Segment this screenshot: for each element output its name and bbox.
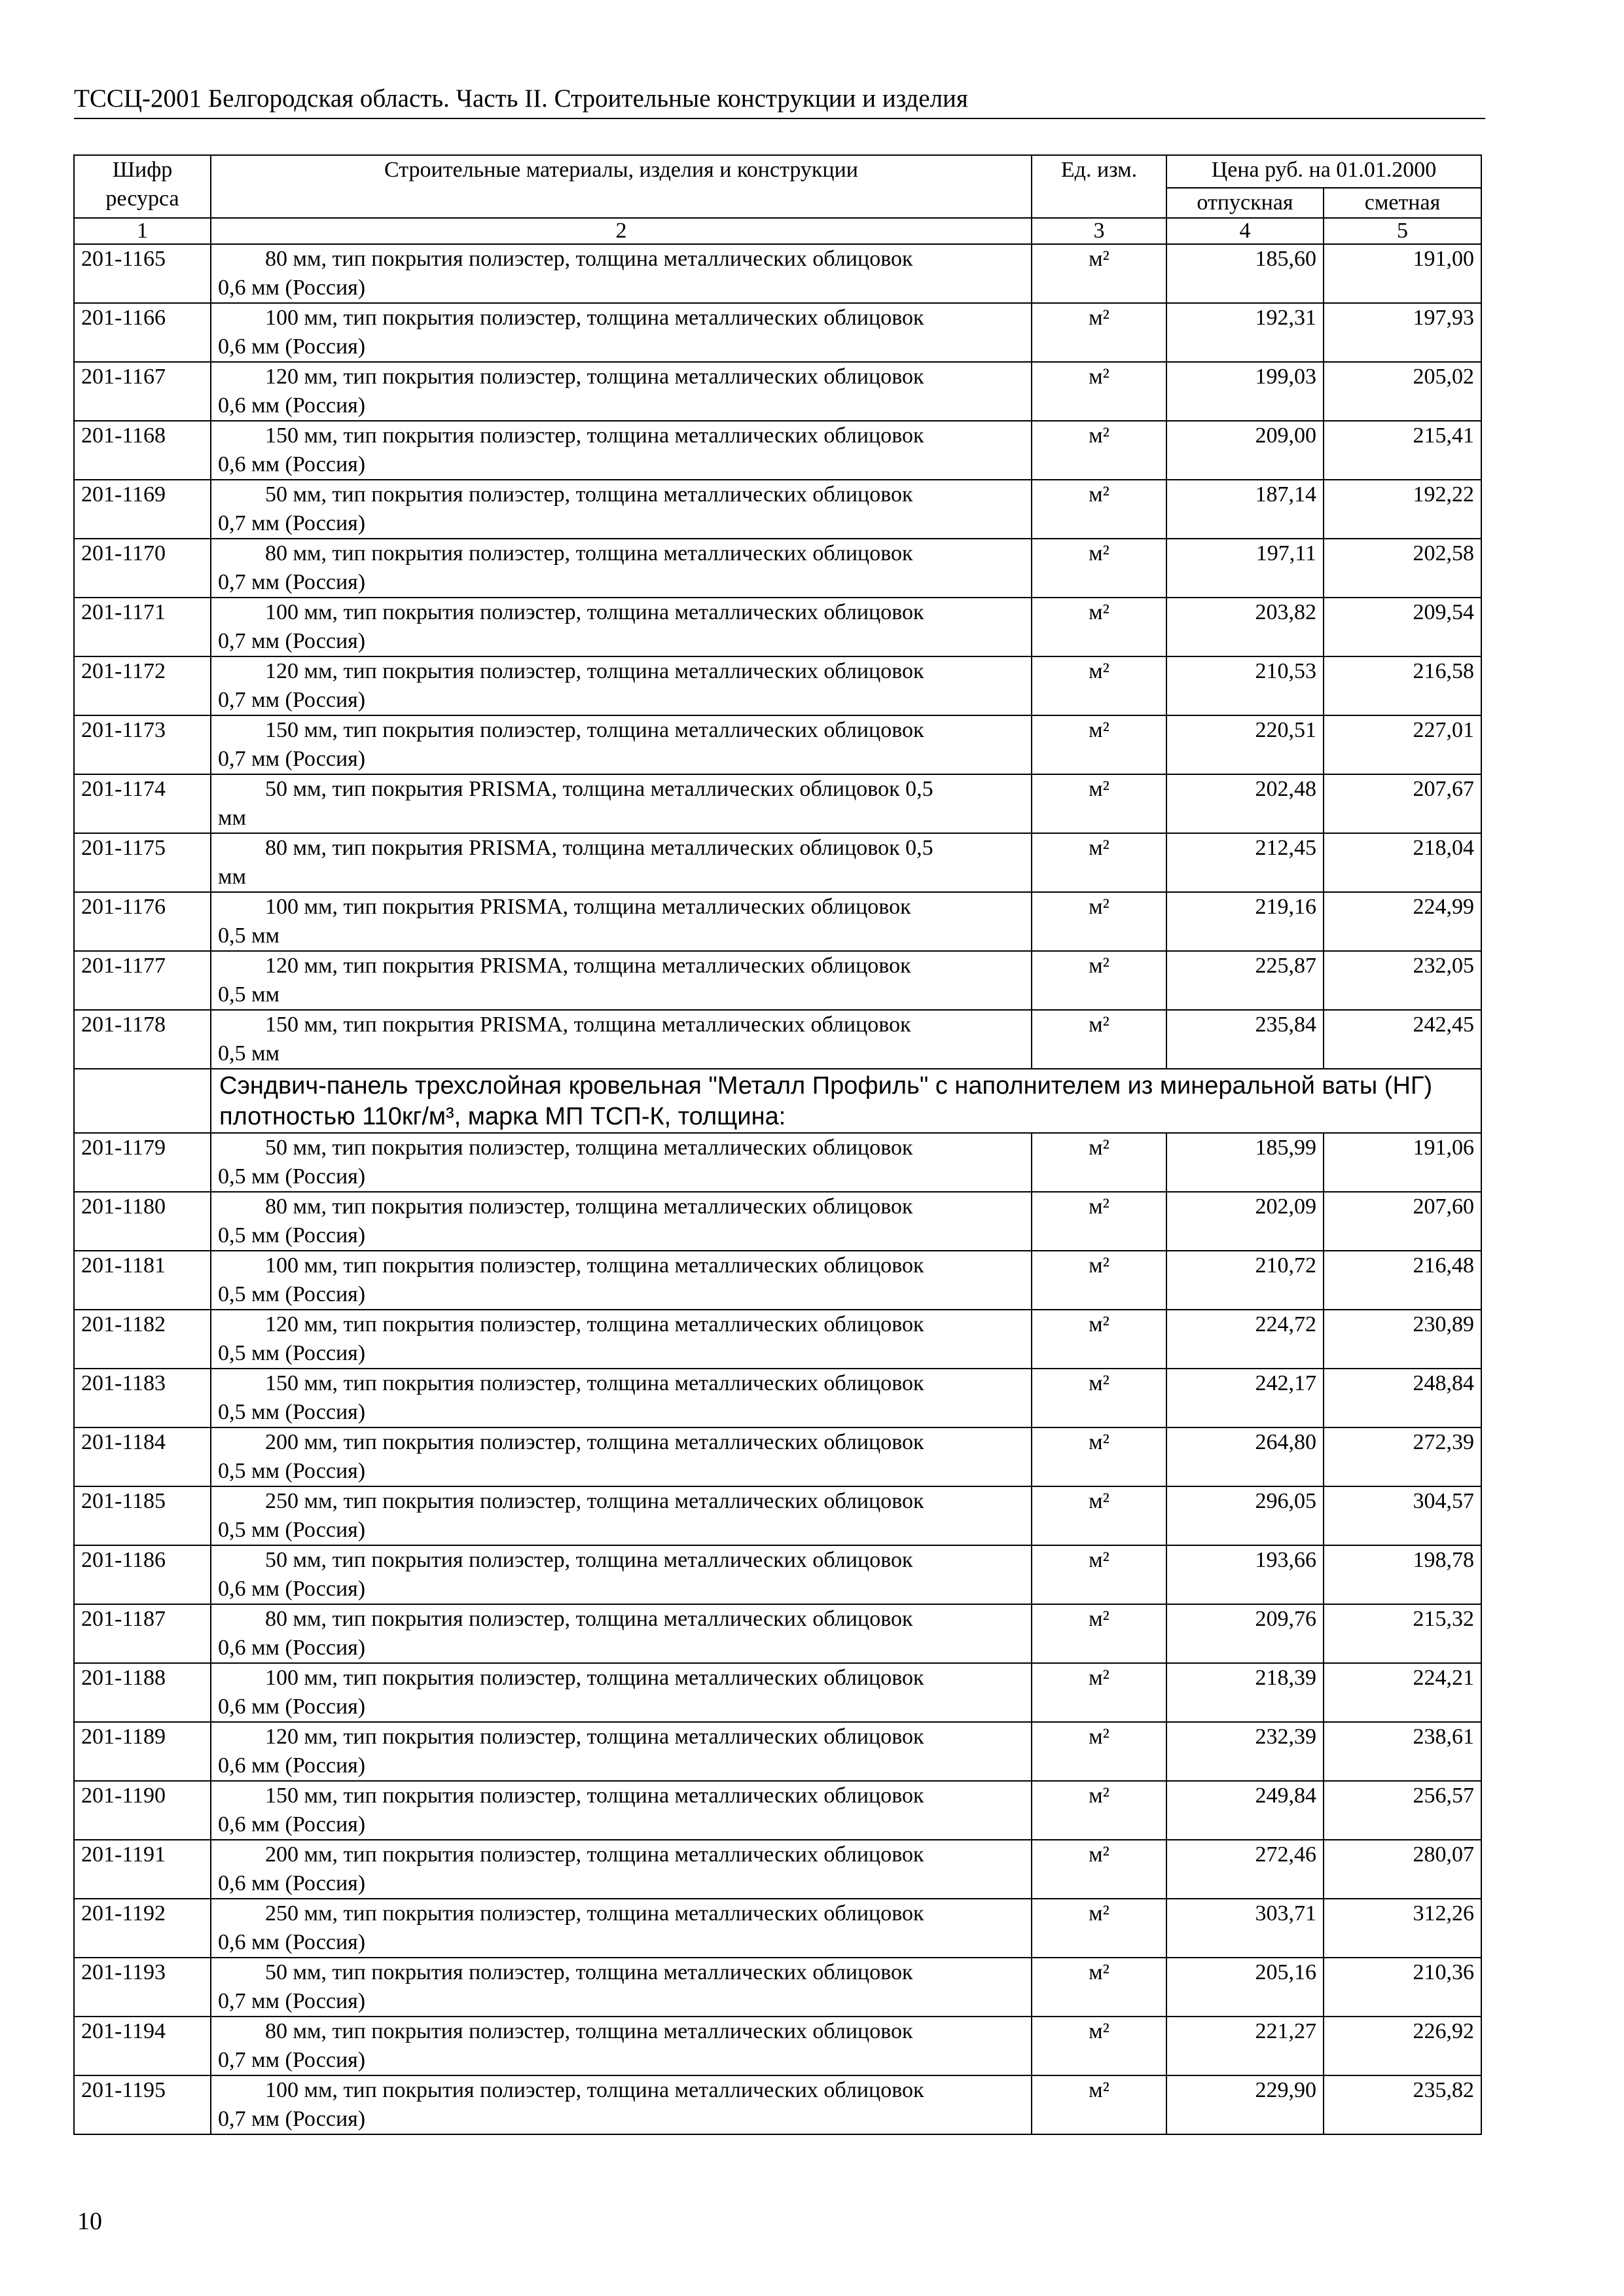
description-line-2: 0,5 мм [218, 982, 280, 1007]
header-divider [74, 118, 1485, 119]
estimate-price-cell: 304,57 [1324, 1486, 1481, 1545]
material-description-cell [211, 421, 1032, 480]
release-price-cell: 264,80 [1166, 1427, 1324, 1486]
material-description-cell [211, 951, 1032, 1010]
unit-cell: м² [1032, 1369, 1166, 1427]
resource-code-cell: 201-1186 [74, 1545, 211, 1604]
description-line-2: мм [218, 806, 247, 830]
description-line-1: 120 мм, тип покрытия PRISMA, толщина металлических облицовок [265, 954, 911, 978]
table-row [74, 1958, 1481, 2017]
table-row [74, 1663, 1481, 1722]
estimate-price-cell: 226,92 [1324, 2017, 1481, 2075]
resource-code-cell: 201-1189 [74, 1722, 211, 1781]
table-row [74, 1840, 1481, 1899]
resource-code-cell: 201-1183 [74, 1369, 211, 1427]
description-line-1: 80 мм, тип покрытия полиэстер, толщина металлических облицовок [265, 541, 913, 565]
table-row [74, 656, 1481, 715]
unit-cell: м² [1032, 774, 1166, 833]
material-description-cell [211, 362, 1032, 421]
description-line-2: 0,6 мм (Россия) [218, 1753, 366, 1778]
material-description-cell [211, 1663, 1032, 1722]
unit-cell: м² [1032, 1251, 1166, 1310]
release-price-cell: 303,71 [1166, 1899, 1324, 1958]
release-price-cell: 232,39 [1166, 1722, 1324, 1781]
description-line-2: 0,5 мм (Россия) [218, 1223, 366, 1247]
description-line-1: 150 мм, тип покрытия полиэстер, толщина металлических облицовок [265, 1784, 924, 1808]
estimate-price-cell: 215,32 [1324, 1604, 1481, 1663]
description-line-1: 250 мм, тип покрытия полиэстер, толщина металлических облицовок [265, 1489, 924, 1513]
resource-code-cell: 201-1182 [74, 1310, 211, 1369]
header-price-release: отпускная [1166, 188, 1324, 218]
estimate-price-cell: 207,67 [1324, 774, 1481, 833]
estimate-price-cell: 216,48 [1324, 1251, 1481, 1310]
description-line-1: 50 мм, тип покрытия полиэстер, толщина металлических облицовок [265, 1960, 913, 1984]
release-price-cell: 224,72 [1166, 1310, 1324, 1369]
material-description-cell [211, 1133, 1032, 1192]
material-description-cell [211, 1251, 1032, 1310]
resource-code-cell: 201-1195 [74, 2075, 211, 2134]
description-line-1: 100 мм, тип покрытия полиэстер, толщина металлических облицовок [265, 306, 924, 330]
release-price-cell: 202,48 [1166, 774, 1324, 833]
unit-cell: м² [1032, 1133, 1166, 1192]
release-price-cell: 218,39 [1166, 1663, 1324, 1722]
resource-code-cell: 201-1185 [74, 1486, 211, 1545]
estimate-price-cell: 205,02 [1324, 362, 1481, 421]
release-price-cell: 205,16 [1166, 1958, 1324, 2017]
unit-cell: м² [1032, 1427, 1166, 1486]
description-line-2: 0,7 мм (Россия) [218, 629, 366, 653]
unit-cell: м² [1032, 303, 1166, 362]
description-line-2: 0,5 мм (Россия) [218, 1400, 366, 1424]
unit-cell: м² [1032, 1010, 1166, 1069]
resource-code-cell: 201-1172 [74, 656, 211, 715]
estimate-price-cell: 232,05 [1324, 951, 1481, 1010]
unit-cell: м² [1032, 421, 1166, 480]
release-price-cell: 209,76 [1166, 1604, 1324, 1663]
material-description-cell [211, 1781, 1032, 1840]
header-materials: Строительные материалы, изделия и конструкции [211, 155, 1032, 218]
description-line-1: 120 мм, тип покрытия полиэстер, толщина металлических облицовок [265, 365, 924, 389]
column-number-2: 2 [211, 218, 1032, 244]
material-description-cell [211, 1010, 1032, 1069]
page-number: 10 [77, 2208, 102, 2235]
unit-cell: м² [1032, 951, 1166, 1010]
unit-cell: м² [1032, 1486, 1166, 1545]
estimate-price-cell: 280,07 [1324, 1840, 1481, 1899]
description-line-2: 0,6 мм (Россия) [218, 276, 366, 300]
column-number-5: 5 [1324, 218, 1481, 244]
table-body-part-2 [74, 1133, 1481, 2134]
description-line-1: 120 мм, тип покрытия полиэстер, толщина металлических облицовок [265, 1312, 924, 1336]
estimate-price-cell: 198,78 [1324, 1545, 1481, 1604]
description-line-2: 0,6 мм (Россия) [218, 334, 366, 359]
estimate-price-cell: 272,39 [1324, 1427, 1481, 1486]
release-price-cell: 229,90 [1166, 2075, 1324, 2134]
description-line-2: 0,5 мм (Россия) [218, 1282, 366, 1306]
table-row [74, 421, 1481, 480]
section-heading-line-2: плотностью 110кг/м³, марка МП ТСП-К, толщина: [219, 1103, 786, 1130]
release-price-cell: 296,05 [1166, 1486, 1324, 1545]
description-line-2: мм [218, 865, 247, 889]
description-line-2: 0,7 мм (Россия) [218, 2048, 366, 2072]
estimate-price-cell: 218,04 [1324, 833, 1481, 892]
resource-code-cell: 201-1173 [74, 715, 211, 774]
unit-cell: м² [1032, 892, 1166, 951]
material-description-cell [211, 1722, 1032, 1781]
header-code: Шифр ресурса [74, 155, 211, 218]
table-row [74, 2075, 1481, 2134]
release-price-cell: 219,16 [1166, 892, 1324, 951]
description-line-1: 80 мм, тип покрытия полиэстер, толщина металлических облицовок [265, 2019, 913, 2043]
resource-code-cell: 201-1191 [74, 1840, 211, 1899]
description-line-2: 0,5 мм (Россия) [218, 1518, 366, 1542]
description-line-2: 0,6 мм (Россия) [218, 1871, 366, 1895]
table-row [74, 2017, 1481, 2075]
table-row [74, 833, 1481, 892]
description-line-2: 0,7 мм (Россия) [218, 747, 366, 771]
resource-code-cell: 201-1170 [74, 539, 211, 598]
unit-cell: м² [1032, 2017, 1166, 2075]
release-price-cell: 209,00 [1166, 421, 1324, 480]
table-row [74, 1192, 1481, 1251]
estimate-price-cell: 202,58 [1324, 539, 1481, 598]
description-line-1: 250 мм, тип покрытия полиэстер, толщина металлических облицовок [265, 1901, 924, 1926]
release-price-cell: 235,84 [1166, 1010, 1324, 1069]
description-line-1: 150 мм, тип покрытия PRISMA, толщина металлических облицовок [265, 1013, 911, 1037]
section-spacer-cell [74, 1069, 211, 1133]
estimate-price-cell: 224,21 [1324, 1663, 1481, 1722]
estimate-price-cell: 248,84 [1324, 1369, 1481, 1427]
description-line-1: 150 мм, тип покрытия полиэстер, толщина металлических облицовок [265, 423, 924, 448]
material-description-cell [211, 1192, 1032, 1251]
resource-code-cell: 201-1184 [74, 1427, 211, 1486]
unit-cell: м² [1032, 244, 1166, 303]
description-line-1: 80 мм, тип покрытия полиэстер, толщина металлических облицовок [265, 1194, 913, 1219]
resource-code-cell: 201-1165 [74, 244, 211, 303]
resource-code-cell: 201-1180 [74, 1192, 211, 1251]
material-description-cell [211, 598, 1032, 656]
description-line-1: 50 мм, тип покрытия PRISMA, толщина металлических облицовок 0,5 [265, 777, 933, 801]
estimate-price-cell: 256,57 [1324, 1781, 1481, 1840]
unit-cell: м² [1032, 1899, 1166, 1958]
estimate-price-cell: 227,01 [1324, 715, 1481, 774]
table-row [74, 1369, 1481, 1427]
description-line-1: 200 мм, тип покрытия полиэстер, толщина металлических облицовок [265, 1430, 924, 1454]
resource-code-cell: 201-1166 [74, 303, 211, 362]
release-price-cell: 199,03 [1166, 362, 1324, 421]
estimate-price-cell: 235,82 [1324, 2075, 1481, 2134]
description-line-2: 0,6 мм (Россия) [218, 452, 366, 476]
resource-code-cell: 201-1179 [74, 1133, 211, 1192]
description-line-1: 150 мм, тип покрытия полиэстер, толщина металлических облицовок [265, 718, 924, 742]
description-line-1: 120 мм, тип покрытия полиэстер, толщина металлических облицовок [265, 1725, 924, 1749]
unit-cell: м² [1032, 656, 1166, 715]
column-number-3: 3 [1032, 218, 1166, 244]
material-description-cell [211, 833, 1032, 892]
table-row [74, 1010, 1481, 1069]
estimate-price-cell: 192,22 [1324, 480, 1481, 539]
description-line-1: 100 мм, тип покрытия полиэстер, толщина металлических облицовок [265, 1666, 924, 1690]
description-line-2: 0,5 мм [218, 1041, 280, 1066]
release-price-cell: 210,53 [1166, 656, 1324, 715]
estimate-price-cell: 191,00 [1324, 244, 1481, 303]
resource-code-cell: 201-1175 [74, 833, 211, 892]
resource-code-cell: 201-1190 [74, 1781, 211, 1840]
resource-code-cell: 201-1194 [74, 2017, 211, 2075]
unit-cell: м² [1032, 1781, 1166, 1840]
estimate-price-cell: 230,89 [1324, 1310, 1481, 1369]
unit-cell: м² [1032, 1192, 1166, 1251]
material-description-cell [211, 2075, 1032, 2134]
unit-cell: м² [1032, 362, 1166, 421]
table-row [74, 1781, 1481, 1840]
release-price-cell: 197,11 [1166, 539, 1324, 598]
description-line-2: 0,6 мм (Россия) [218, 1577, 366, 1601]
resource-code-cell: 201-1193 [74, 1958, 211, 2017]
header-price-group: Цена руб. на 01.01.2000 [1166, 155, 1481, 188]
estimate-price-cell: 210,36 [1324, 1958, 1481, 2017]
table-row [74, 1133, 1481, 1192]
estimate-price-cell: 191,06 [1324, 1133, 1481, 1192]
release-price-cell: 272,46 [1166, 1840, 1324, 1899]
release-price-cell: 185,99 [1166, 1133, 1324, 1192]
table-row [74, 1545, 1481, 1604]
description-line-1: 200 мм, тип покрытия полиэстер, толщина металлических облицовок [265, 1842, 924, 1867]
description-line-2: 0,5 мм (Россия) [218, 1459, 366, 1483]
release-price-cell: 221,27 [1166, 2017, 1324, 2075]
table-row [74, 892, 1481, 951]
material-description-cell [211, 244, 1032, 303]
table-row [74, 1427, 1481, 1486]
material-description-cell [211, 303, 1032, 362]
material-description-cell [211, 1369, 1032, 1427]
material-description-cell [211, 1545, 1032, 1604]
description-line-2: 0,7 мм (Россия) [218, 1989, 366, 2013]
material-description-cell [211, 774, 1032, 833]
table-row [74, 598, 1481, 656]
description-line-1: 50 мм, тип покрытия полиэстер, толщина металлических облицовок [265, 482, 913, 507]
unit-cell: м² [1032, 833, 1166, 892]
description-line-1: 150 мм, тип покрытия полиэстер, толщина металлических облицовок [265, 1371, 924, 1395]
resource-code-cell: 201-1171 [74, 598, 211, 656]
table-row [74, 1310, 1481, 1369]
unit-cell: м² [1032, 1722, 1166, 1781]
unit-cell: м² [1032, 480, 1166, 539]
header-unit: Ед. изм. [1032, 155, 1166, 218]
description-line-2: 0,5 мм (Россия) [218, 1341, 366, 1365]
description-line-2: 0,6 мм (Россия) [218, 393, 366, 418]
description-line-1: 80 мм, тип покрытия полиэстер, толщина металлических облицовок [265, 1607, 913, 1631]
section-block [74, 1069, 1481, 1133]
description-line-1: 120 мм, тип покрытия полиэстер, толщина металлических облицовок [265, 659, 924, 683]
unit-cell: м² [1032, 1604, 1166, 1663]
estimate-price-cell: 312,26 [1324, 1899, 1481, 1958]
resource-code-cell: 201-1174 [74, 774, 211, 833]
estimate-price-cell: 216,58 [1324, 656, 1481, 715]
resource-code-cell: 201-1168 [74, 421, 211, 480]
resource-code-cell: 201-1187 [74, 1604, 211, 1663]
unit-cell: м² [1032, 539, 1166, 598]
unit-cell: м² [1032, 598, 1166, 656]
section-heading [211, 1069, 1481, 1133]
release-price-cell: 193,66 [1166, 1545, 1324, 1604]
unit-cell: м² [1032, 715, 1166, 774]
description-line-2: 0,7 мм (Россия) [218, 688, 366, 712]
release-price-cell: 202,09 [1166, 1192, 1324, 1251]
release-price-cell: 249,84 [1166, 1781, 1324, 1840]
description-line-2: 0,7 мм (Россия) [218, 570, 366, 594]
table-row [74, 1604, 1481, 1663]
material-description-cell [211, 1310, 1032, 1369]
release-price-cell: 220,51 [1166, 715, 1324, 774]
estimate-price-cell: 215,41 [1324, 421, 1481, 480]
estimate-price-cell: 238,61 [1324, 1722, 1481, 1781]
section-heading-line-1: Сэндвич-панель трехслойная кровельная "Металл Профиль" с наполнителем из минеральной ваты (НГ) [219, 1072, 1433, 1100]
release-price-cell: 203,82 [1166, 598, 1324, 656]
description-line-2: 0,5 мм (Россия) [218, 1164, 366, 1189]
description-line-2: 0,7 мм (Россия) [218, 511, 366, 535]
description-line-1: 50 мм, тип покрытия полиэстер, толщина металлических облицовок [265, 1136, 913, 1160]
material-description-cell [211, 1486, 1032, 1545]
section-heading-row [74, 1069, 1481, 1133]
release-price-cell: 225,87 [1166, 951, 1324, 1010]
table-body-part-1 [74, 244, 1481, 1069]
resource-code-cell: 201-1178 [74, 1010, 211, 1069]
table-row [74, 951, 1481, 1010]
table-row [74, 774, 1481, 833]
resource-code-cell: 201-1177 [74, 951, 211, 1010]
column-number-1: 1 [74, 218, 211, 244]
description-line-1: 100 мм, тип покрытия полиэстер, толщина металлических облицовок [265, 2078, 924, 2102]
estimate-price-cell: 209,54 [1324, 598, 1481, 656]
table-row [74, 1251, 1481, 1310]
column-number-4: 4 [1166, 218, 1324, 244]
table-row [74, 715, 1481, 774]
material-description-cell [211, 656, 1032, 715]
material-description-cell [211, 715, 1032, 774]
unit-cell: м² [1032, 1545, 1166, 1604]
table-row [74, 1899, 1481, 1958]
release-price-cell: 210,72 [1166, 1251, 1324, 1310]
material-description-cell [211, 1427, 1032, 1486]
description-line-1: 80 мм, тип покрытия полиэстер, толщина металлических облицовок [265, 247, 913, 271]
description-line-1: 100 мм, тип покрытия полиэстер, толщина металлических облицовок [265, 600, 924, 624]
estimate-price-cell: 224,99 [1324, 892, 1481, 951]
resource-code-cell: 201-1169 [74, 480, 211, 539]
release-price-cell: 212,45 [1166, 833, 1324, 892]
unit-cell: м² [1032, 1840, 1166, 1899]
material-description-cell [211, 539, 1032, 598]
table-row [74, 362, 1481, 421]
table-row [74, 1722, 1481, 1781]
estimate-price-cell: 197,93 [1324, 303, 1481, 362]
table-header [74, 155, 1481, 244]
release-price-cell: 242,17 [1166, 1369, 1324, 1427]
header-price-estimate: сметная [1324, 188, 1481, 218]
material-description-cell [211, 892, 1032, 951]
price-table [73, 154, 1482, 2135]
resource-code-cell: 201-1176 [74, 892, 211, 951]
material-description-cell [211, 1958, 1032, 2017]
description-line-2: 0,6 мм (Россия) [218, 1930, 366, 1954]
table-row [74, 244, 1481, 303]
unit-cell: м² [1032, 1663, 1166, 1722]
description-line-1: 50 мм, тип покрытия полиэстер, толщина металлических облицовок [265, 1548, 913, 1572]
unit-cell: м² [1032, 2075, 1166, 2134]
material-description-cell [211, 2017, 1032, 2075]
description-line-2: 0,6 мм (Россия) [218, 1695, 366, 1719]
resource-code-cell: 201-1181 [74, 1251, 211, 1310]
table-row [74, 539, 1481, 598]
description-line-1: 100 мм, тип покрытия полиэстер, толщина металлических облицовок [265, 1253, 924, 1278]
release-price-cell: 187,14 [1166, 480, 1324, 539]
material-description-cell [211, 1899, 1032, 1958]
page-header-title: ТССЦ-2001 Белгородская область. Часть II. Строительные конструкции и изделия [74, 84, 968, 113]
description-line-1: 100 мм, тип покрытия PRISMA, толщина металлических облицовок [265, 895, 911, 919]
release-price-cell: 185,60 [1166, 244, 1324, 303]
resource-code-cell: 201-1188 [74, 1663, 211, 1722]
material-description-cell [211, 1840, 1032, 1899]
table-row [74, 1486, 1481, 1545]
description-line-2: 0,7 мм (Россия) [218, 2107, 366, 2131]
estimate-price-cell: 207,60 [1324, 1192, 1481, 1251]
resource-code-cell: 201-1167 [74, 362, 211, 421]
material-description-cell [211, 480, 1032, 539]
release-price-cell: 192,31 [1166, 303, 1324, 362]
resource-code-cell: 201-1192 [74, 1899, 211, 1958]
estimate-price-cell: 242,45 [1324, 1010, 1481, 1069]
table-row [74, 303, 1481, 362]
unit-cell: м² [1032, 1310, 1166, 1369]
description-line-2: 0,5 мм [218, 924, 280, 948]
description-line-2: 0,6 мм (Россия) [218, 1812, 366, 1837]
table-row [74, 480, 1481, 539]
description-line-1: 80 мм, тип покрытия PRISMA, толщина металлических облицовок 0,5 [265, 836, 933, 860]
material-description-cell [211, 1604, 1032, 1663]
description-line-2: 0,6 мм (Россия) [218, 1636, 366, 1660]
unit-cell: м² [1032, 1958, 1166, 2017]
